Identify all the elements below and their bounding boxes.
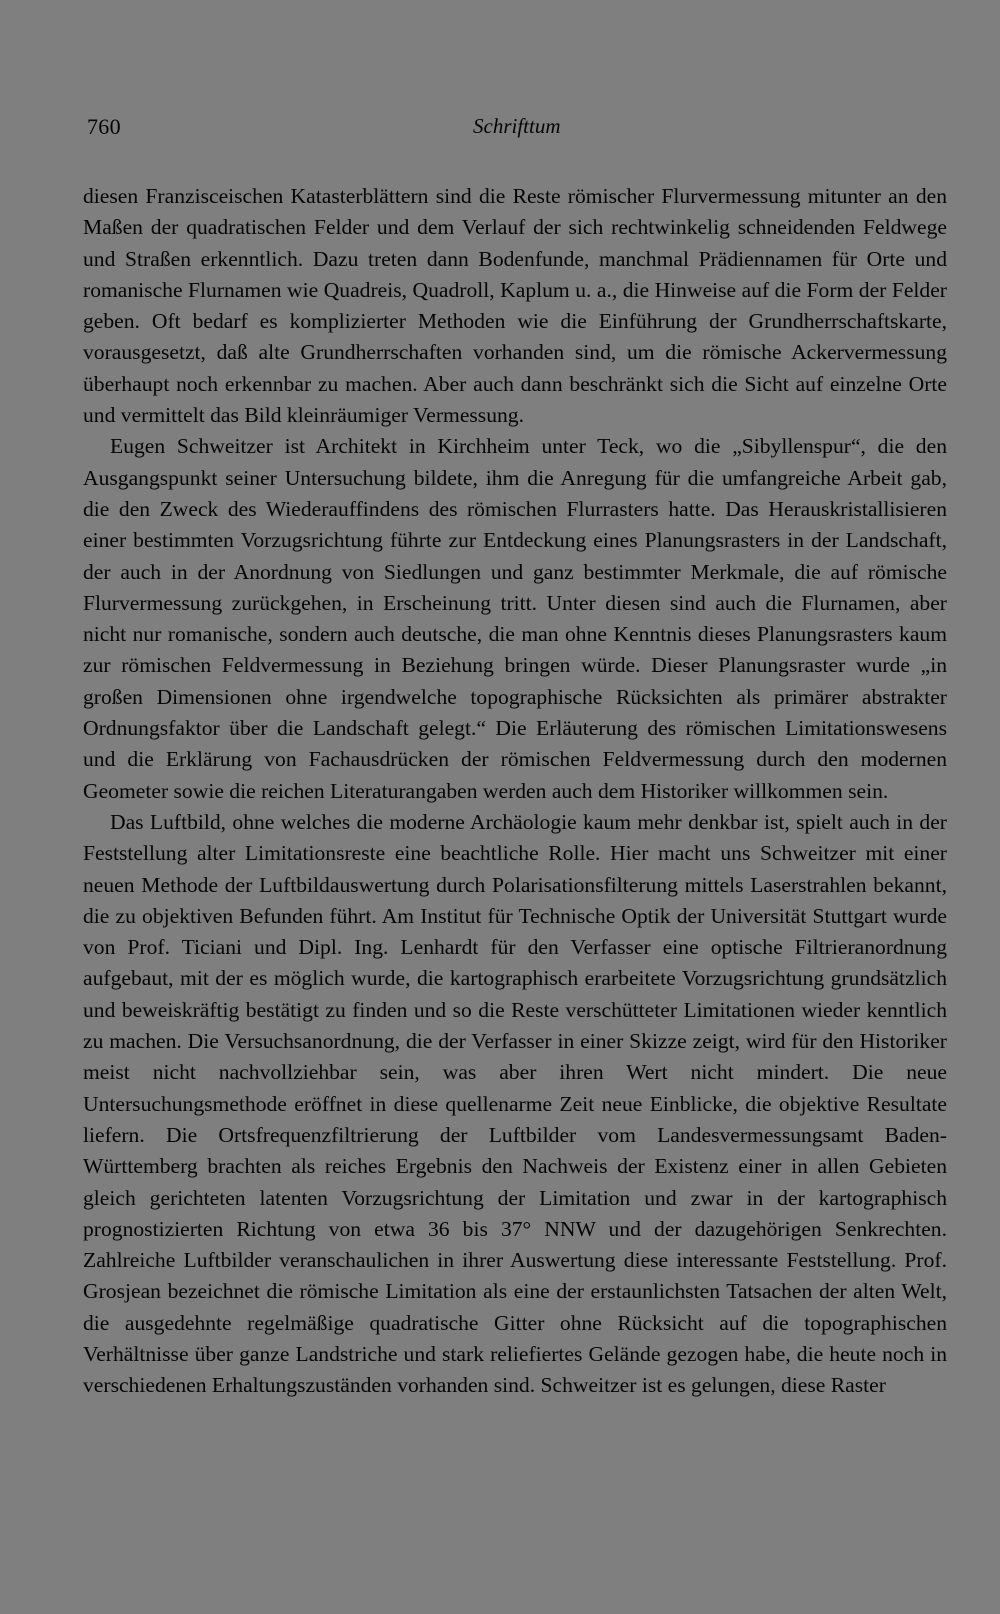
running-head: Schrifttum xyxy=(473,114,561,138)
page-header xyxy=(87,114,947,144)
paragraph: Das Luftbild, ohne welches die moderne Archäologie kaum mehr denkbar ist, spielt auch in der Feststellung alter Limitationsreste eine beachtliche Rolle. Hier macht uns Schweitzer mit einer neuen Methode der Luftbildauswertung durch Polarisationsfilterung mittels Laserstrahlen bekannt, die zu objektiven Befunden führt. Am Institut für Technische Optik der Universität Stuttgart wurde von Prof. Ticiani und Dipl. Ing. Lenhardt für den Verfasser eine optische Filtrieranordnung aufgebaut, mit der es möglich wurde, die kartographisch erarbeitete Vorzugsrichtung grundsätzlich und beweiskräftig bestätigt zu finden und so die Reste verschütteter Limitationen wieder kenntlich zu machen. Die Versuchsanordnung, die der Verfasser in einer Skizze zeigt, wird für den Historiker meist nicht nachvollziehbar sein, was aber ihren Wert nicht mindert. Die neue Untersuchungsmethode eröffnet in diese quellenarme Zeit neue Einblicke, die objektive Resultate liefern. Die Ortsfrequenzfiltrierung der Luftbilder vom Landesvermessungsamt Baden-Württemberg brachten als reiches Ergebnis den Nachweis der Existenz einer in allen Gebieten gleich gerichteten latenten Vorzugsrichtung der Limitation und zwar in der kartographisch prognostizierten Richtung von etwa 36 bis 37° NNW und der dazugehörigen Senkrechten. Zahlreiche Luftbilder veranschaulichen in ihrer Auswertung diese interessante Feststellung. Prof. Grosjean bezeichnet die römische Limitation als eine der erstaunlichsten Tatsachen der alten Welt, die ausgedehnte regelmäßige quadratische Gitter ohne Rücksicht auf die topographischen Verhältnisse über ganze Landstriche und stark reliefiertes Gelände gezogen habe, die heute noch in verschiedenen Erhaltungszuständen vorhanden sind. Schweitzer ist es gelungen, diese Raster xyxy=(83,809,947,1398)
paragraph: Eugen Schweitzer ist Architekt in Kirchheim unter Teck, wo die „Sibyllenspur“, die den Ausgangspunkt seiner Untersuchung bildete, ihm die Anregung für die umfangreiche Arbeit gab, die den Zweck des Wiederauffindens des römischen Flurrasters hatte. Das Herauskristallisieren einer bestimmten Vorzugsrichtung führte zur Entdeckung eines Planungsrasters in der Landschaft, der auch in der Anordnung von Siedlungen und ganz bestimmter Merkmale, die auf römische Flurvermessung zurückgehen, in Erscheinung tritt. Unter diesen sind auch die Flurnamen, aber nicht nur romanische, sondern auch deutsche, die man ohne Kenntnis dieses Planungsrasters kaum zur römischen Feldvermessung in Beziehung bringen würde. Dieser Planungsraster wurde „in großen Dimensionen ohne irgendwelche topographische Rücksichten als primärer abstrakter Ordnungsfaktor über die Landschaft gelegt.“ Die Erläuterung des römischen Limitationswesens und die Erklärung von Fachausdrücken der römischen Feldvermessung durch den modernen Geometer sowie die reichen Literaturangaben werden auch dem Historiker willkommen sein. xyxy=(83,434,947,803)
paragraph: diesen Franzisceischen Katasterblättern sind die Reste römischer Flurvermessung mitunter an den Maßen der quadratischen Felder und dem Verlauf der sich rechtwinkelig schneidenden Feldwege und Straßen erkenntlich. Dazu treten dann Bodenfunde, manchmal Prädiennamen für Orte und romanische Flurnamen wie Quadreis, Quadroll, Kaplum u. a., die Hinweise auf die Form der Felder geben. Oft bedarf es komplizierter Methoden wie die Einführung der Grundherrschaftskarte, vorausgesetzt, daß alte Grundherrschaften vorhanden sind, um die römische Ackervermessung überhaupt noch erkennbar zu machen. Aber auch dann beschränkt sich die Sicht auf einzelne Orte und vermittelt das Bild kleinräumiger Vermessung. xyxy=(83,184,947,428)
body-text xyxy=(83,181,947,1402)
page-number: 760 xyxy=(87,114,121,139)
